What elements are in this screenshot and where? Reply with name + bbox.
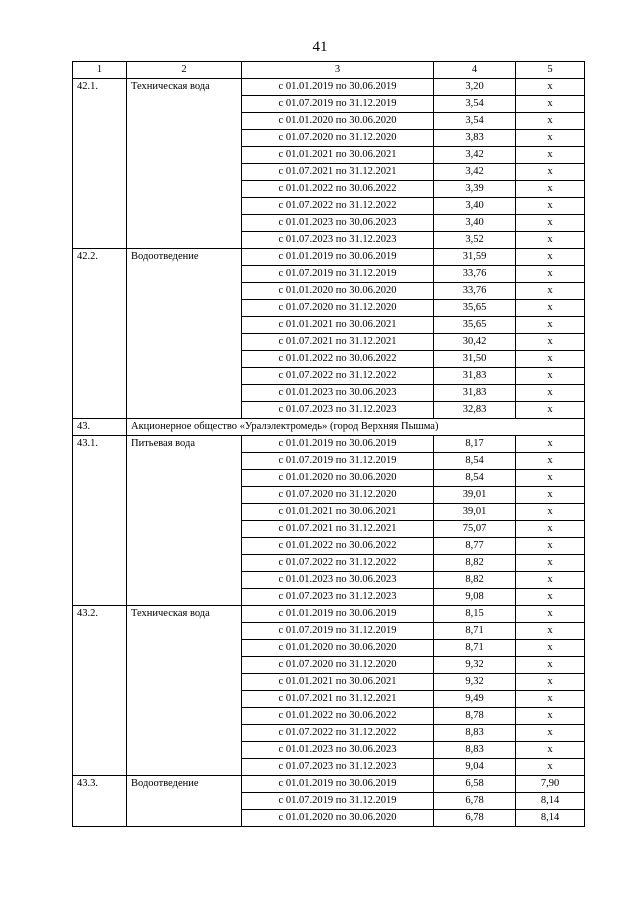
tariff-value-vat: х	[516, 759, 585, 776]
tariff-value-vat: х	[516, 691, 585, 708]
tariff-value-vat: х	[516, 708, 585, 725]
tariff-value: 35,65	[434, 300, 516, 317]
tariff-value-vat: х	[516, 674, 585, 691]
period-cell: с 01.07.2023 по 31.12.2023	[242, 759, 434, 776]
period-cell: с 01.01.2019 по 30.06.2019	[242, 436, 434, 453]
period-cell: с 01.07.2019 по 31.12.2019	[242, 453, 434, 470]
table-row	[73, 249, 585, 266]
tariff-value: 9,08	[434, 589, 516, 606]
tariff-value: 33,76	[434, 266, 516, 283]
tariff-value: 3,52	[434, 232, 516, 249]
tariff-value-vat: х	[516, 402, 585, 419]
period-cell: с 01.07.2020 по 31.12.2020	[242, 300, 434, 317]
tariff-value: 3,42	[434, 147, 516, 164]
column-header: 1	[73, 62, 127, 79]
period-cell: с 01.07.2019 по 31.12.2019	[242, 623, 434, 640]
tariff-value: 39,01	[434, 487, 516, 504]
tariff-value: 8,77	[434, 538, 516, 555]
service-name: Питьевая вода	[127, 436, 242, 606]
tariff-value-vat: х	[516, 589, 585, 606]
tariff-value: 6,78	[434, 810, 516, 827]
tariff-value: 3,54	[434, 96, 516, 113]
item-number: 43.3.	[73, 776, 127, 827]
tariff-value: 31,50	[434, 351, 516, 368]
period-cell: с 01.01.2023 по 30.06.2023	[242, 215, 434, 232]
tariff-value-vat: х	[516, 79, 585, 96]
tariff-value-vat: х	[516, 351, 585, 368]
period-cell: с 01.07.2021 по 31.12.2021	[242, 691, 434, 708]
tariff-value: 9,32	[434, 657, 516, 674]
period-cell: с 01.01.2020 по 30.06.2020	[242, 113, 434, 130]
item-number: 43.	[73, 419, 127, 436]
tariff-value-vat: х	[516, 538, 585, 555]
column-header: 3	[242, 62, 434, 79]
organization-row	[73, 419, 585, 436]
tariff-value: 8,17	[434, 436, 516, 453]
period-cell: с 01.01.2020 по 30.06.2020	[242, 470, 434, 487]
tariff-value-vat: х	[516, 623, 585, 640]
period-cell: с 01.07.2022 по 31.12.2022	[242, 555, 434, 572]
item-number: 42.1.	[73, 79, 127, 249]
tariff-value: 31,83	[434, 385, 516, 402]
table-row	[73, 79, 585, 96]
period-cell: с 01.01.2020 по 30.06.2020	[242, 283, 434, 300]
period-cell: с 01.07.2021 по 31.12.2021	[242, 334, 434, 351]
period-cell: с 01.01.2023 по 30.06.2023	[242, 742, 434, 759]
tariff-value-vat: х	[516, 555, 585, 572]
tariff-value: 6,78	[434, 793, 516, 810]
period-cell: с 01.07.2023 по 31.12.2023	[242, 232, 434, 249]
tariff-value: 8,78	[434, 708, 516, 725]
tariff-value-vat: х	[516, 96, 585, 113]
tariff-value-vat: х	[516, 232, 585, 249]
period-cell: с 01.01.2023 по 30.06.2023	[242, 572, 434, 589]
service-name: Техническая вода	[127, 79, 242, 249]
tariff-value: 8,54	[434, 470, 516, 487]
tariff-table-body	[73, 62, 585, 827]
period-cell: с 01.07.2020 по 31.12.2020	[242, 657, 434, 674]
tariff-value: 33,76	[434, 283, 516, 300]
period-cell: с 01.01.2023 по 30.06.2023	[242, 385, 434, 402]
tariff-value-vat: х	[516, 130, 585, 147]
period-cell: с 01.07.2019 по 31.12.2019	[242, 96, 434, 113]
table-header-row	[73, 62, 585, 79]
item-number: 43.1.	[73, 436, 127, 606]
tariff-value: 8,15	[434, 606, 516, 623]
tariff-value-vat: х	[516, 453, 585, 470]
item-number: 42.2.	[73, 249, 127, 419]
item-number: 43.2.	[73, 606, 127, 776]
period-cell: с 01.01.2022 по 30.06.2022	[242, 538, 434, 555]
tariff-value-vat: х	[516, 725, 585, 742]
period-cell: с 01.01.2019 по 30.06.2019	[242, 249, 434, 266]
tariff-value-vat: х	[516, 436, 585, 453]
period-cell: с 01.01.2021 по 30.06.2021	[242, 317, 434, 334]
tariff-value: 30,42	[434, 334, 516, 351]
page-number: 41	[312, 39, 328, 55]
tariff-value: 8,83	[434, 725, 516, 742]
tariff-table	[72, 61, 585, 827]
period-cell: с 01.01.2019 по 30.06.2019	[242, 79, 434, 96]
tariff-value-vat: х	[516, 266, 585, 283]
tariff-value-vat: х	[516, 113, 585, 130]
tariff-value-vat: х	[516, 368, 585, 385]
tariff-value-vat: х	[516, 572, 585, 589]
tariff-value: 31,83	[434, 368, 516, 385]
tariff-value-vat: х	[516, 249, 585, 266]
tariff-value: 8,82	[434, 555, 516, 572]
tariff-value-vat: 7,90	[516, 776, 585, 793]
column-header: 2	[127, 62, 242, 79]
tariff-value: 3,39	[434, 181, 516, 198]
tariff-value: 3,20	[434, 79, 516, 96]
period-cell: с 01.07.2019 по 31.12.2019	[242, 266, 434, 283]
tariff-value: 8,71	[434, 623, 516, 640]
period-cell: с 01.07.2020 по 31.12.2020	[242, 487, 434, 504]
period-cell: с 01.01.2019 по 30.06.2019	[242, 606, 434, 623]
table-row	[73, 436, 585, 453]
tariff-value: 75,07	[434, 521, 516, 538]
tariff-value-vat: х	[516, 487, 585, 504]
tariff-value: 39,01	[434, 504, 516, 521]
period-cell: с 01.07.2023 по 31.12.2023	[242, 589, 434, 606]
period-cell: с 01.07.2022 по 31.12.2022	[242, 725, 434, 742]
period-cell: с 01.07.2020 по 31.12.2020	[242, 130, 434, 147]
tariff-value: 3,83	[434, 130, 516, 147]
tariff-value-vat: х	[516, 742, 585, 759]
period-cell: с 01.01.2020 по 30.06.2020	[242, 810, 434, 827]
period-cell: с 01.01.2020 по 30.06.2020	[242, 640, 434, 657]
tariff-value: 32,83	[434, 402, 516, 419]
period-cell: с 01.01.2022 по 30.06.2022	[242, 708, 434, 725]
period-cell: с 01.07.2022 по 31.12.2022	[242, 198, 434, 215]
service-name: Водоотведение	[127, 249, 242, 419]
period-cell: с 01.07.2023 по 31.12.2023	[242, 402, 434, 419]
tariff-value-vat: х	[516, 317, 585, 334]
period-cell: с 01.01.2022 по 30.06.2022	[242, 181, 434, 198]
tariff-value-vat: 8,14	[516, 810, 585, 827]
tariff-value: 3,40	[434, 215, 516, 232]
tariff-value-vat: х	[516, 300, 585, 317]
tariff-value-vat: х	[516, 504, 585, 521]
column-header: 4	[434, 62, 516, 79]
tariff-value: 3,42	[434, 164, 516, 181]
tariff-value-vat: х	[516, 470, 585, 487]
tariff-value-vat: х	[516, 334, 585, 351]
tariff-value: 8,83	[434, 742, 516, 759]
tariff-value: 31,59	[434, 249, 516, 266]
tariff-value: 8,71	[434, 640, 516, 657]
tariff-value-vat: х	[516, 640, 585, 657]
tariff-value-vat: х	[516, 283, 585, 300]
tariff-value: 6,58	[434, 776, 516, 793]
organization-name: Акционерное общество «Уралэлектромедь» (город Верхняя Пышма)	[127, 419, 585, 436]
tariff-value-vat: х	[516, 164, 585, 181]
service-name: Водоотведение	[127, 776, 242, 827]
column-header: 5	[516, 62, 585, 79]
table-row	[73, 776, 585, 793]
period-cell: с 01.07.2021 по 31.12.2021	[242, 164, 434, 181]
period-cell: с 01.01.2021 по 30.06.2021	[242, 504, 434, 521]
table-row	[73, 606, 585, 623]
tariff-value: 9,49	[434, 691, 516, 708]
tariff-value: 8,82	[434, 572, 516, 589]
period-cell: с 01.01.2021 по 30.06.2021	[242, 147, 434, 164]
service-name: Техническая вода	[127, 606, 242, 776]
period-cell: с 01.01.2021 по 30.06.2021	[242, 674, 434, 691]
tariff-value-vat: х	[516, 606, 585, 623]
period-cell: с 01.07.2022 по 31.12.2022	[242, 368, 434, 385]
tariff-value-vat: х	[516, 181, 585, 198]
tariff-value: 9,04	[434, 759, 516, 776]
period-cell: с 01.01.2022 по 30.06.2022	[242, 351, 434, 368]
tariff-value-vat: х	[516, 215, 585, 232]
tariff-value: 35,65	[434, 317, 516, 334]
tariff-value-vat: х	[516, 147, 585, 164]
period-cell: с 01.01.2019 по 30.06.2019	[242, 776, 434, 793]
tariff-value: 3,40	[434, 198, 516, 215]
tariff-value-vat: х	[516, 657, 585, 674]
tariff-value-vat: х	[516, 521, 585, 538]
tariff-value-vat: х	[516, 385, 585, 402]
period-cell: с 01.07.2021 по 31.12.2021	[242, 521, 434, 538]
tariff-value-vat: х	[516, 198, 585, 215]
tariff-value-vat: 8,14	[516, 793, 585, 810]
period-cell: с 01.07.2019 по 31.12.2019	[242, 793, 434, 810]
tariff-value: 3,54	[434, 113, 516, 130]
tariff-value: 8,54	[434, 453, 516, 470]
tariff-value: 9,32	[434, 674, 516, 691]
